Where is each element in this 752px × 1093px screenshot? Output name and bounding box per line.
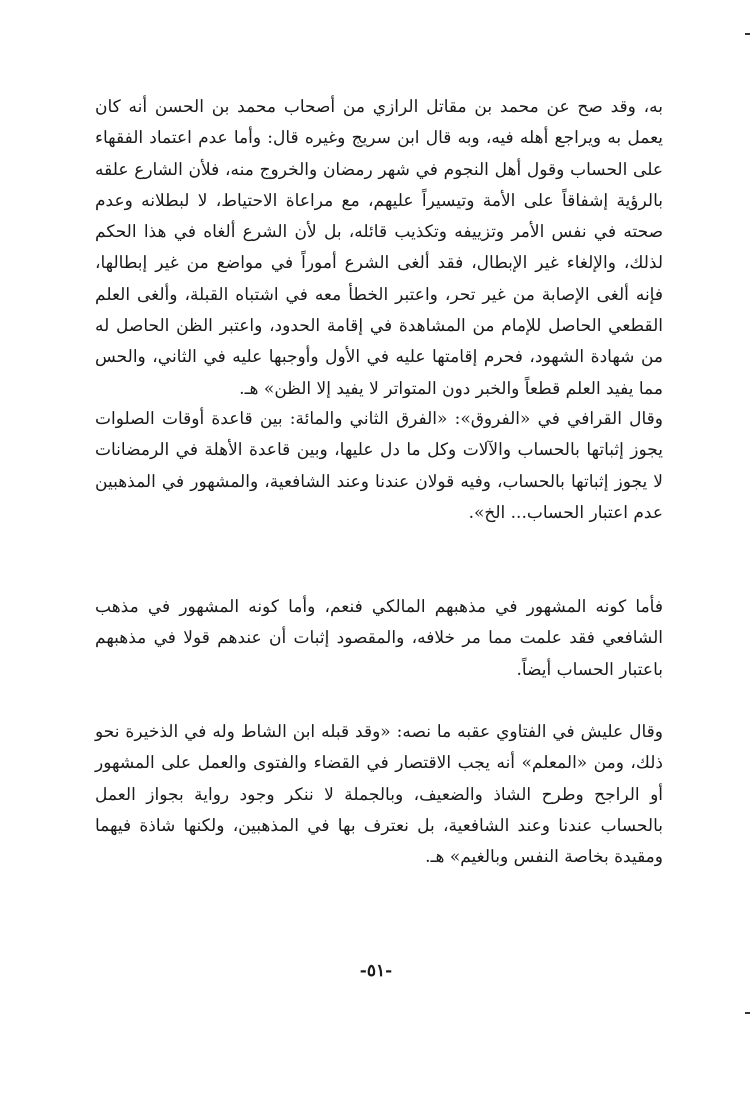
paragraph-2-text: وقال القرافي في «الفروق»: «الفرق الثاني والمائة: بين قاعدة أوقات الصلوات يجوز إثباتها بالحساب والآلات وكل ما دل عليها، وبين قاعدة الأهلة في الرمضانات لا يجوز إثباتها بالحساب، وفيه قولان عندنا وعند الشافعية، والمشهور في المذهبين عدم اعتبار الحساب... الخ». — [95, 409, 663, 523]
paragraph-4 — [95, 717, 663, 873]
paragraph-3-text: فأما كونه المشهور في مذهبهم المالكي فنعم، وأما كونه المشهور في مذهب الشافعي فقد علمت مما مر خلافه، والمقصود إثبات أن عندهم قولا في مذهبهم باعتبار الحساب أيضاً. — [95, 597, 663, 680]
page-number: -٥١- — [359, 961, 393, 981]
paragraph-2 — [95, 404, 663, 529]
paragraph-1 — [95, 92, 663, 405]
scan-mark-bottom — [745, 1012, 750, 1014]
scan-mark-top — [745, 33, 750, 35]
paragraph-3 — [95, 592, 663, 686]
paragraph-1-text: به، وقد صح عن محمد بن مقاتل الرازي من أصحاب محمد بن الحسن أنه كان يعمل به ويراجع أهله فيه، وبه قال ابن سريج وغيره قال: وأما عدم اعتماد الفقهاء على الحساب وقول أهل النجوم في شهر رمضان والخروج منه، فلأن الشارع علقه بالرؤية إشفاقاً على الأمة وتيسيراً عليهم، مع مراعاة الاحتياط، لا لبطلانه وعدم صحته في نفس الأمر وتزييفه وتكذيب قائله، بل لأن الشرع ألغاه في هذا الحكم لذلك، والإلغاء غير الإبطال، فقد ألغى الشرع أموراً في مواضع من غير إبطالها، فإنه ألغى الإصابة من غير تحر، واعتبر الخطأ معه في اشتباه القبلة، وألغى العلم القطعي الحاصل للإمام من المشاهدة في إقامة الحدود، واعتبر الظن الحاصل له من شهادة الشهود، فحرم إقامتها عليه في الأول وأوجبها عليه في الثاني، والحس مما يفيد العلم قطعاً والخبر دون المتواتر لا يفيد إلا الظن» هـ. — [95, 97, 663, 399]
paragraph-4-text: وقال عليش في الفتاوي عقبه ما نصه: «وقد قبله ابن الشاط وله في الذخيرة نحو ذلك، ومن «المعلم» أنه يجب الاقتصار في القضاء والفتوى والعمل على المشهور أو الراجح وطرح الشاذ والضعيف، وبالجملة لا ننكر وجود رواية بجواز العمل بالحساب عندنا وعند الشافعية، بل نعترف بها في المذهبين، ولكنها شاذة فيهما ومقيدة بخاصة النفس وبالغيم» هـ. — [95, 722, 663, 868]
